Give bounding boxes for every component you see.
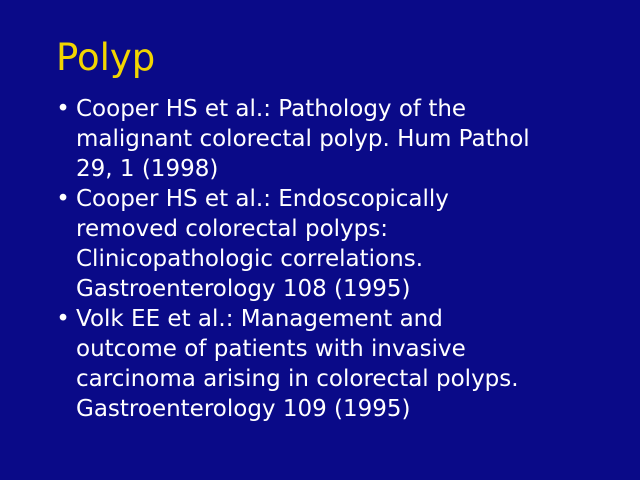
reference-line: Cooper HS et al.: Pathology of the — [76, 96, 467, 122]
reference-line: Gastroenterology 108 (1995) — [76, 276, 411, 302]
reference-line: removed colorectal polyps: — [76, 216, 388, 242]
reference-line: Cooper HS et al.: Endoscopically — [76, 186, 449, 212]
reference-line: 29, 1 (1998) — [76, 156, 219, 182]
reference-line: Gastroenterology 109 (1995) — [76, 396, 411, 422]
reference-list — [56, 94, 616, 424]
reference-item — [56, 94, 616, 184]
reference-item — [56, 304, 616, 424]
reference-line: outcome of patients with invasive — [76, 336, 466, 362]
slide-title: Polyp — [56, 36, 156, 79]
reference-item — [56, 184, 616, 304]
reference-line: Volk EE et al.: Management and — [76, 306, 443, 332]
reference-line: carcinoma arising in colorectal polyps. — [76, 366, 519, 392]
reference-line: Clinicopathologic correlations. — [76, 246, 423, 272]
bullet-icon: • — [56, 96, 70, 122]
reference-line: malignant colorectal polyp. Hum Pathol — [76, 126, 530, 152]
bullet-icon: • — [56, 186, 70, 212]
bullet-icon: • — [56, 306, 70, 332]
